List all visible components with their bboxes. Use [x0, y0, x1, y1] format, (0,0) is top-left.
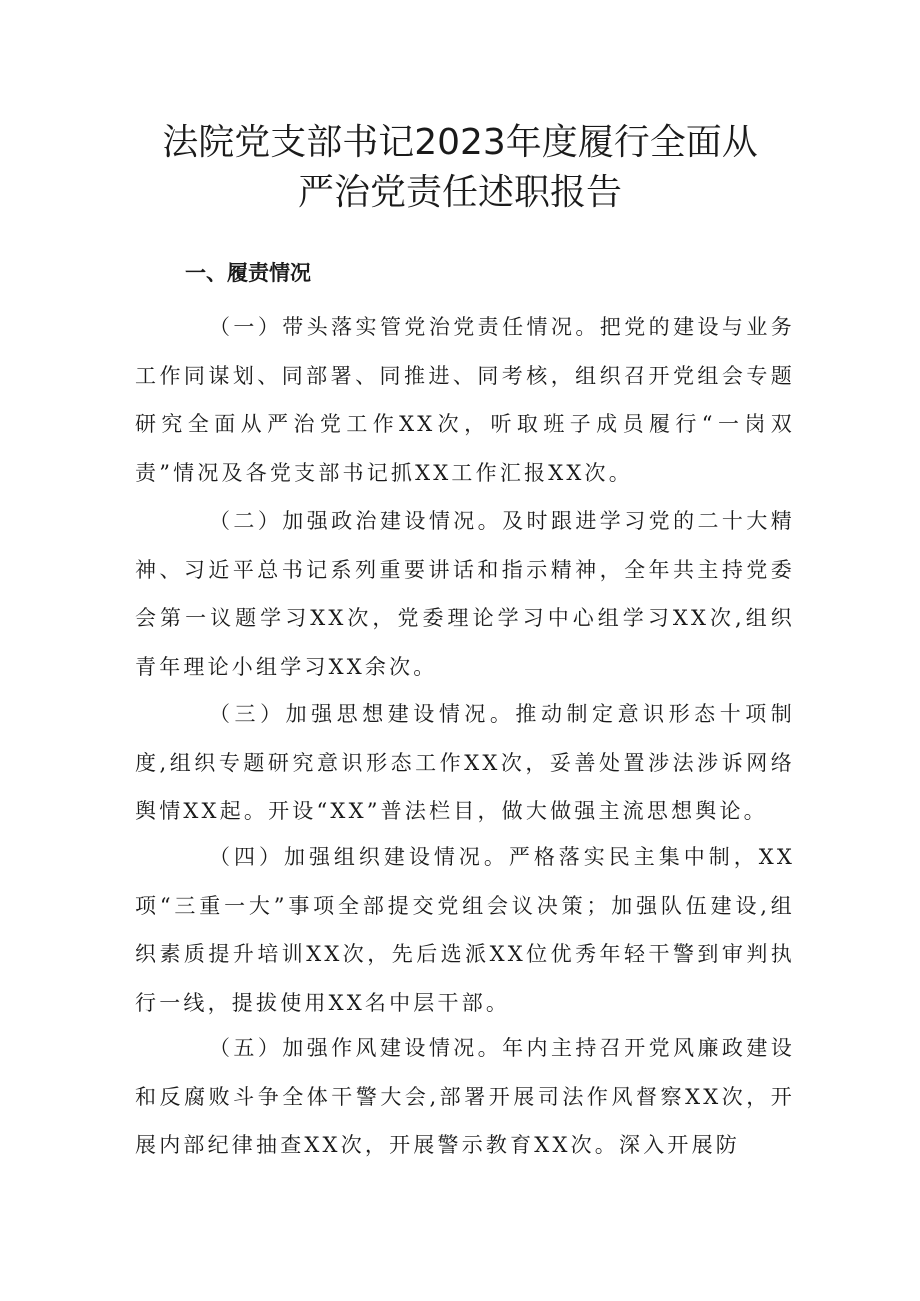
paragraph-political-building: （二）加强政治建设情况。及时跟进学习党的二十大精神、习近平总书记系列重要讲话和指示精神，全年共主持党委会第一议题学习XX次，党委理论学习中心组学习XX次,组织青年理论小组学习XX余次。 [135, 509, 795, 679]
paragraph-organizational-building: （四）加强组织建设情况。严格落实民主集中制，XX项“三重一大”事项全部提交党组会议决策；加强队伍建设,组织素质提升培训XX次，先后选派XX位优秀年轻干警到审判执行一线，提拔使用XX名中层干部。 [135, 845, 795, 1015]
document-title-line-2: 严治党责任述职报告 [297, 172, 622, 213]
paragraph-ideological-building: （三）加强思想建设情况。推动制定意识形态十项制度,组织专题研究意识形态工作XX次，妥善处置涉法涉诉网络舆情XX起。开设“XX”普法栏目，做大做强主流思想舆论。 [135, 702, 795, 823]
document-title-line-1: 法院党支部书记2023年度履行全面从 [162, 122, 758, 163]
paragraph-work-style-building: （五）加强作风建设情况。年内主持召开党风廉政建设和反腐败斗争全体干警大会,部署开展司法作风督察XX次，开展内部纪律抽查XX次，开展警示教育XX次。深入开展防 [135, 1036, 795, 1157]
section-heading: 一、履责情况 [185, 260, 311, 285]
paragraph-responsibility: （一）带头落实管党治党责任情况。把党的建设与业务工作同谋划、同部署、同推进、同考核，组织召开党组会专题研究全面从严治党工作XX次，听取班子成员履行“一岗双责”情况及各党支部书记抓XX工作汇报XX次。 [135, 315, 795, 485]
